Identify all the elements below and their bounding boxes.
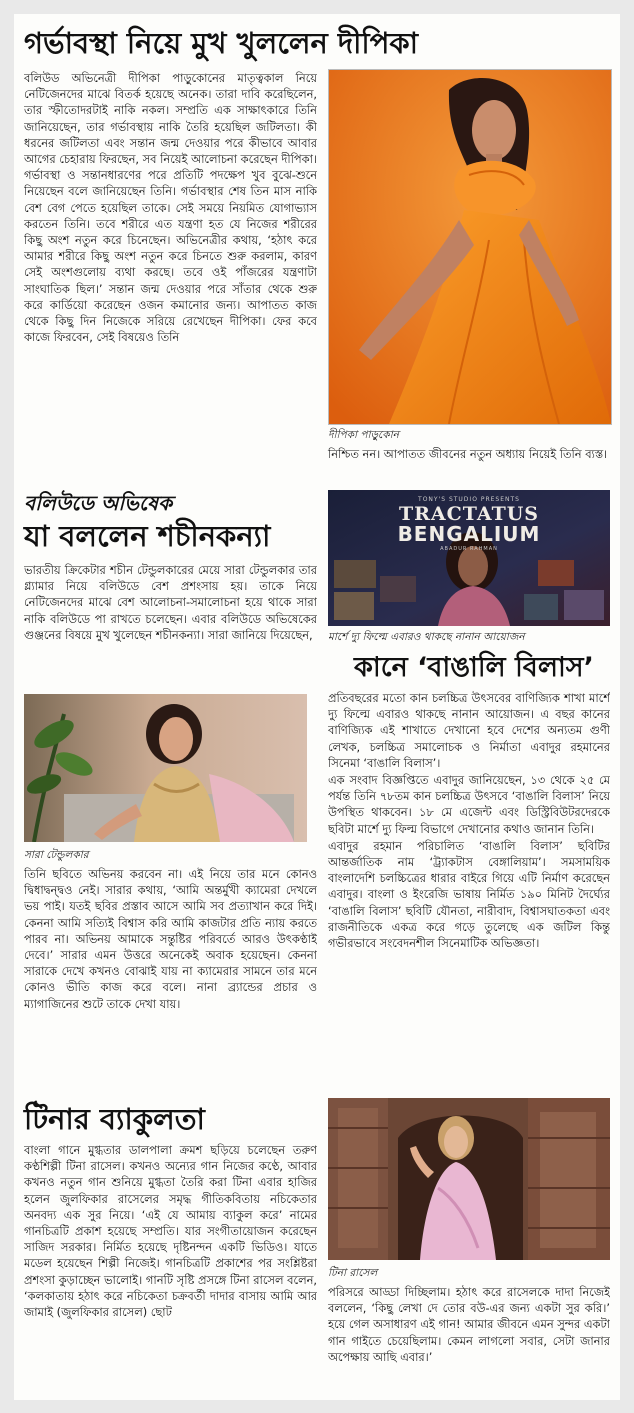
sara-illustration (24, 694, 307, 842)
story3-body-para3: এবাদুর রহমান পরিচালিত ‘বাঙালি বিলাস’ ছবিটির আন্তর্জাতিক নাম ‘ট্র্যাকটাস বেঙ্গালিয়াম’। সমসাময়িক বাংলাদেশি চলচ্চিত্রের ধারার বাইরে গিয়ে এটি নির্মাণ করেছেন এবাদুর। বাংলা ও ইংরেজি ভাষায় নির্মিত ১৯০ মিনিট দৈর্ঘ্যের ‘বাঙালি বিলাস’ ছবিটি যৌনতা, নারীবাদ, বিশ্বাসঘাতকতা এবং রাজনীতিকে একত্র করে গড়ে তুলেছে এক জটিল কিন্তু গভীরভাবে সংবেদনশীল সিনেমাটিক অভিজ্ঞতা। (328, 838, 610, 951)
story2-headline: যা বললেন শচীনকন্যা (24, 519, 271, 553)
story4-photo-caption: টিনা রাসেল (328, 1267, 378, 1279)
story2-kicker: বলিউডে অভিষেক (24, 491, 173, 515)
sara-photo (24, 694, 307, 842)
story3-body-para1: প্রতিবছরের মতো কান চলচ্চিত্র উৎসবের বাণিজ্যিক শাখা মার্শে দ্যু ফিল্মে এবারও থাকছে নানান আয়োজন। এ বছর কানের বাণিজ্যিক এই শাখাতে দেখানো হবে দেশের অন্যতম গুণী লেখক, চলচ্চিত্র সমালোচক ও নির্মাতা এবাদুর রহমানের সিনেমা ‘বাঙালি বিলাস’। (328, 691, 610, 770)
deepika-illustration (329, 70, 611, 424)
poster-title-line1: TRACTATUS (398, 503, 540, 525)
poster-small-text: TONY'S STUDIO PRESENTS (418, 496, 520, 503)
story3-headline: কানে ‘বাঙালি বিলাস’ (354, 652, 594, 683)
newspaper-page (14, 14, 620, 1400)
story2-photo-caption: সারা টেন্ডুলকার (24, 849, 89, 861)
story3-photo-caption: মার্শে দ্যু ফিল্মে এবারও থাকছে নানান আয়োজন (328, 631, 525, 643)
story1-headline: গর্ভাবস্থা নিয়ে মুখ খুললেন দীপিকা (24, 26, 419, 60)
story2-body-bottom: তিনি ছবিতে অভিনয় করবেন না। এই নিয়ে তার মনে কোনও দ্বিধাদ্বন্দ্বও নেই। সারার কথায়, ‘আমি অন্তর্মুখী ক্যামেরা দেখলে ভয় পাই। যতই ছবির প্রস্তাব আসে আমি সব প্রত্যাখান করে দিই। কেননা আমি সত্যিই বিশ্বাস করি আমি কাজটার প্রতি ন্যায় করতে পারব না। অভিনয় আমাকে সন্তুষ্টির পরিবর্তে আরও উৎকণ্ঠাই দেবে।’ সারার এমন উত্তরে অনেকেই অবাক হয়েছেন। কেননা সারাকে দেখে কখনও বোঝাই যায় না ক্যামেরার সামনে তার মনে কোনও ভীতি কাজ করে বলে। নানা ব্র্যান্ডের প্রচার ও ম্যাগাজিনের শুটে তাকে দেখা যায়। (24, 867, 317, 1011)
story3-body (328, 690, 610, 1094)
story3-body-para2: এক সংবাদ বিজ্ঞপ্তিতে এবাদুর জানিয়েছেন, ১৩ থেকে ২৫ মে পর্যন্ত তিনি ৭৮তম কান চলচ্চিত্র উৎসবে ‘বাঙালি বিলাস’ নিয়ে উপস্থিত থাকবেন। ১৮ মে এজেন্ট এবং ডিস্ট্রিবিউটরদেরকে ছবিটা মার্শে দ্যু ফিল্ম বিভাগে দেখানোর কথাও জানান তিনি। (328, 773, 610, 836)
story4-body-left: বাংলা গানে মুগ্ধতার ডালপালা ক্রমশ ছড়িয়ে চলেছেন তরুণ কণ্ঠশিল্পী টিনা রাসেল। কখনও অন্যের গান নিজের কণ্ঠে, আবার কখনও নতুন গান শুনিয়ে মুগ্ধতা তৈরি করা টিনা এবার হাজির হলেন জুলফিকার রাসেলের সমৃদ্ধ গীতিকবিতায় নচিকেতার অনবদ্য এক সুর নিয়ে। ‘এই যে আমায় ব্যাকুল করে’ নামের গানচিত্রটি প্রকাশ হয়েছে সম্প্রতি। যার সংগীতায়োজন করেছেন সাজিদ সরকার। নির্মিত হয়েছে দৃষ্টিনন্দন একটি ভিডিও। যাতে মডেল হয়েছেন শিল্পী নিজেই। গানচিত্রটি প্রকাশের পর সংশ্লিষ্টরা প্রশংসা কুড়াচ্ছেন ভালোই। গানটি সৃষ্টি প্রসঙ্গে টিনা রাসেল বলেন, ‘কলকাতায় হঠাৎ করে নচিকেতা চক্রবর্তী দাদার বাসায় আমি আর জামাই (জুলফিকার রাসেল) ছোট (24, 1143, 317, 1320)
deepika-photo (328, 69, 612, 425)
story4-body-right: পরিসরে আড্ডা দিচ্ছিলাম। হঠাৎ করে রাসেলকে দাদা নিজেই বললেন, ‘কিছু লেখা দে তোর বউ-এর জন্য একটা সুর করি।’ হয়ে গেল অসাধারণ এই গান! আমার জীবনে এমন সুন্দর একটা গান গাইতে চেয়েছিলাম। কেমন লাগলো সবার, সেটা জানার অপেক্ষায় আছি এবার।’ (328, 1285, 610, 1364)
tina-illustration (328, 1098, 610, 1260)
bangali-bilash-poster (328, 490, 610, 626)
story2-body-top: ভারতীয় ক্রিকেটার শচীন টেন্ডুলকারের মেয়ে সারা টেন্ডুলকার তার গ্ল্যামার নিয়ে বলিউডে বেশ প্রশংসায় হয়। তাকে নিয়ে নেটিজেনদের মাঝে বেশ আলোচনা-সমালোচনা হয়ে থাকে সারা নাকি বলিউডে পা রাখতে চলেছেন। এবার বলিউডে অভিষেকের গুঞ্জনের বিষয়ে মুখ খুলেছেন শচীনকন্যা। সারা জানিয়ে দিয়েছেন, (24, 563, 317, 642)
story1-body-left (24, 70, 317, 496)
poster-credit: ABADUR RAHMAN (440, 546, 498, 552)
story1-body-right: নিশ্চিত নন। আপাতত জীবনের নতুন অধ্যায় নিয়েই তিনি ব্যস্ত। (328, 447, 608, 461)
story1-body-text: বলিউড অভিনেত্রী দীপিকা পাড়ুকোনের মাতৃত্বকাল নিয়ে নেটিজেনদের মাঝে বিতর্ক হয়েছে অনেক। তারা দাবি করেছিলেন, তার স্ফীতোদরটাই নাকি নকল। সম্প্রতি এক সাক্ষাৎকারে তিনি জানিয়েছেন, তার গর্ভাবস্থায় নাকি তৈরি হয়েছিল জটিলতা। কী ধরনের জটিলতা এবং সন্তান জন্ম দেওয়ার পরে কীভাবে আবার আগের চেহারায় ফিরছেন, সব নিয়েই আলোচনা করেছেন দীপিকা। গর্ভাবস্থা ও সন্তানধারণের পরে প্রতিটি পদক্ষেপ খুব বুঝে-শুনে নিয়েছেন বলে জানিয়েছেন তিনি। গর্ভাবস্থার শেষ তিন মাস নাকি বেশ বেগ পেতে হয়েছিল তাকে। সেই সময়ে নিয়মিত যোগাভ্যাস করতেন তিনি। তবে শরীরে এত যন্ত্রণা হত যে নিজের শরীরের কিছু অংশ নতুন করে চিনেছেন। অভিনেত্রীর কথায়, ‘হঠাৎ করে আমার শরীরে কিছু অংশ নতুন করে চিনতে শুরু করলাম, কারণ সেই অংশগুলোয় ব্যথা করছে। তবে ওই পাঁজরের যন্ত্রণাটা সাংঘাতিক ছিল।’ সন্তান জন্ম দেওয়ার পরে সাঁতার থেকে শুরু করে কার্ডিয়ো করেছেন ওজন কমানোর জন্য। আপাতত কাজ থেকে কিছু দিন নিজেকে সরিয়ে রেখেছেন দীপিকা। ফের কবে কাজে ফিরবেন, সেই বিষয়েও তিনি (24, 71, 317, 345)
tina-photo (328, 1098, 610, 1260)
story4-headline: টিনার ব্যাকুলতা (24, 1102, 205, 1136)
story1-photo-caption: দীপিকা পাড়ুকোন (328, 429, 399, 441)
poster-title-line2: BENGALIUM (397, 522, 541, 546)
